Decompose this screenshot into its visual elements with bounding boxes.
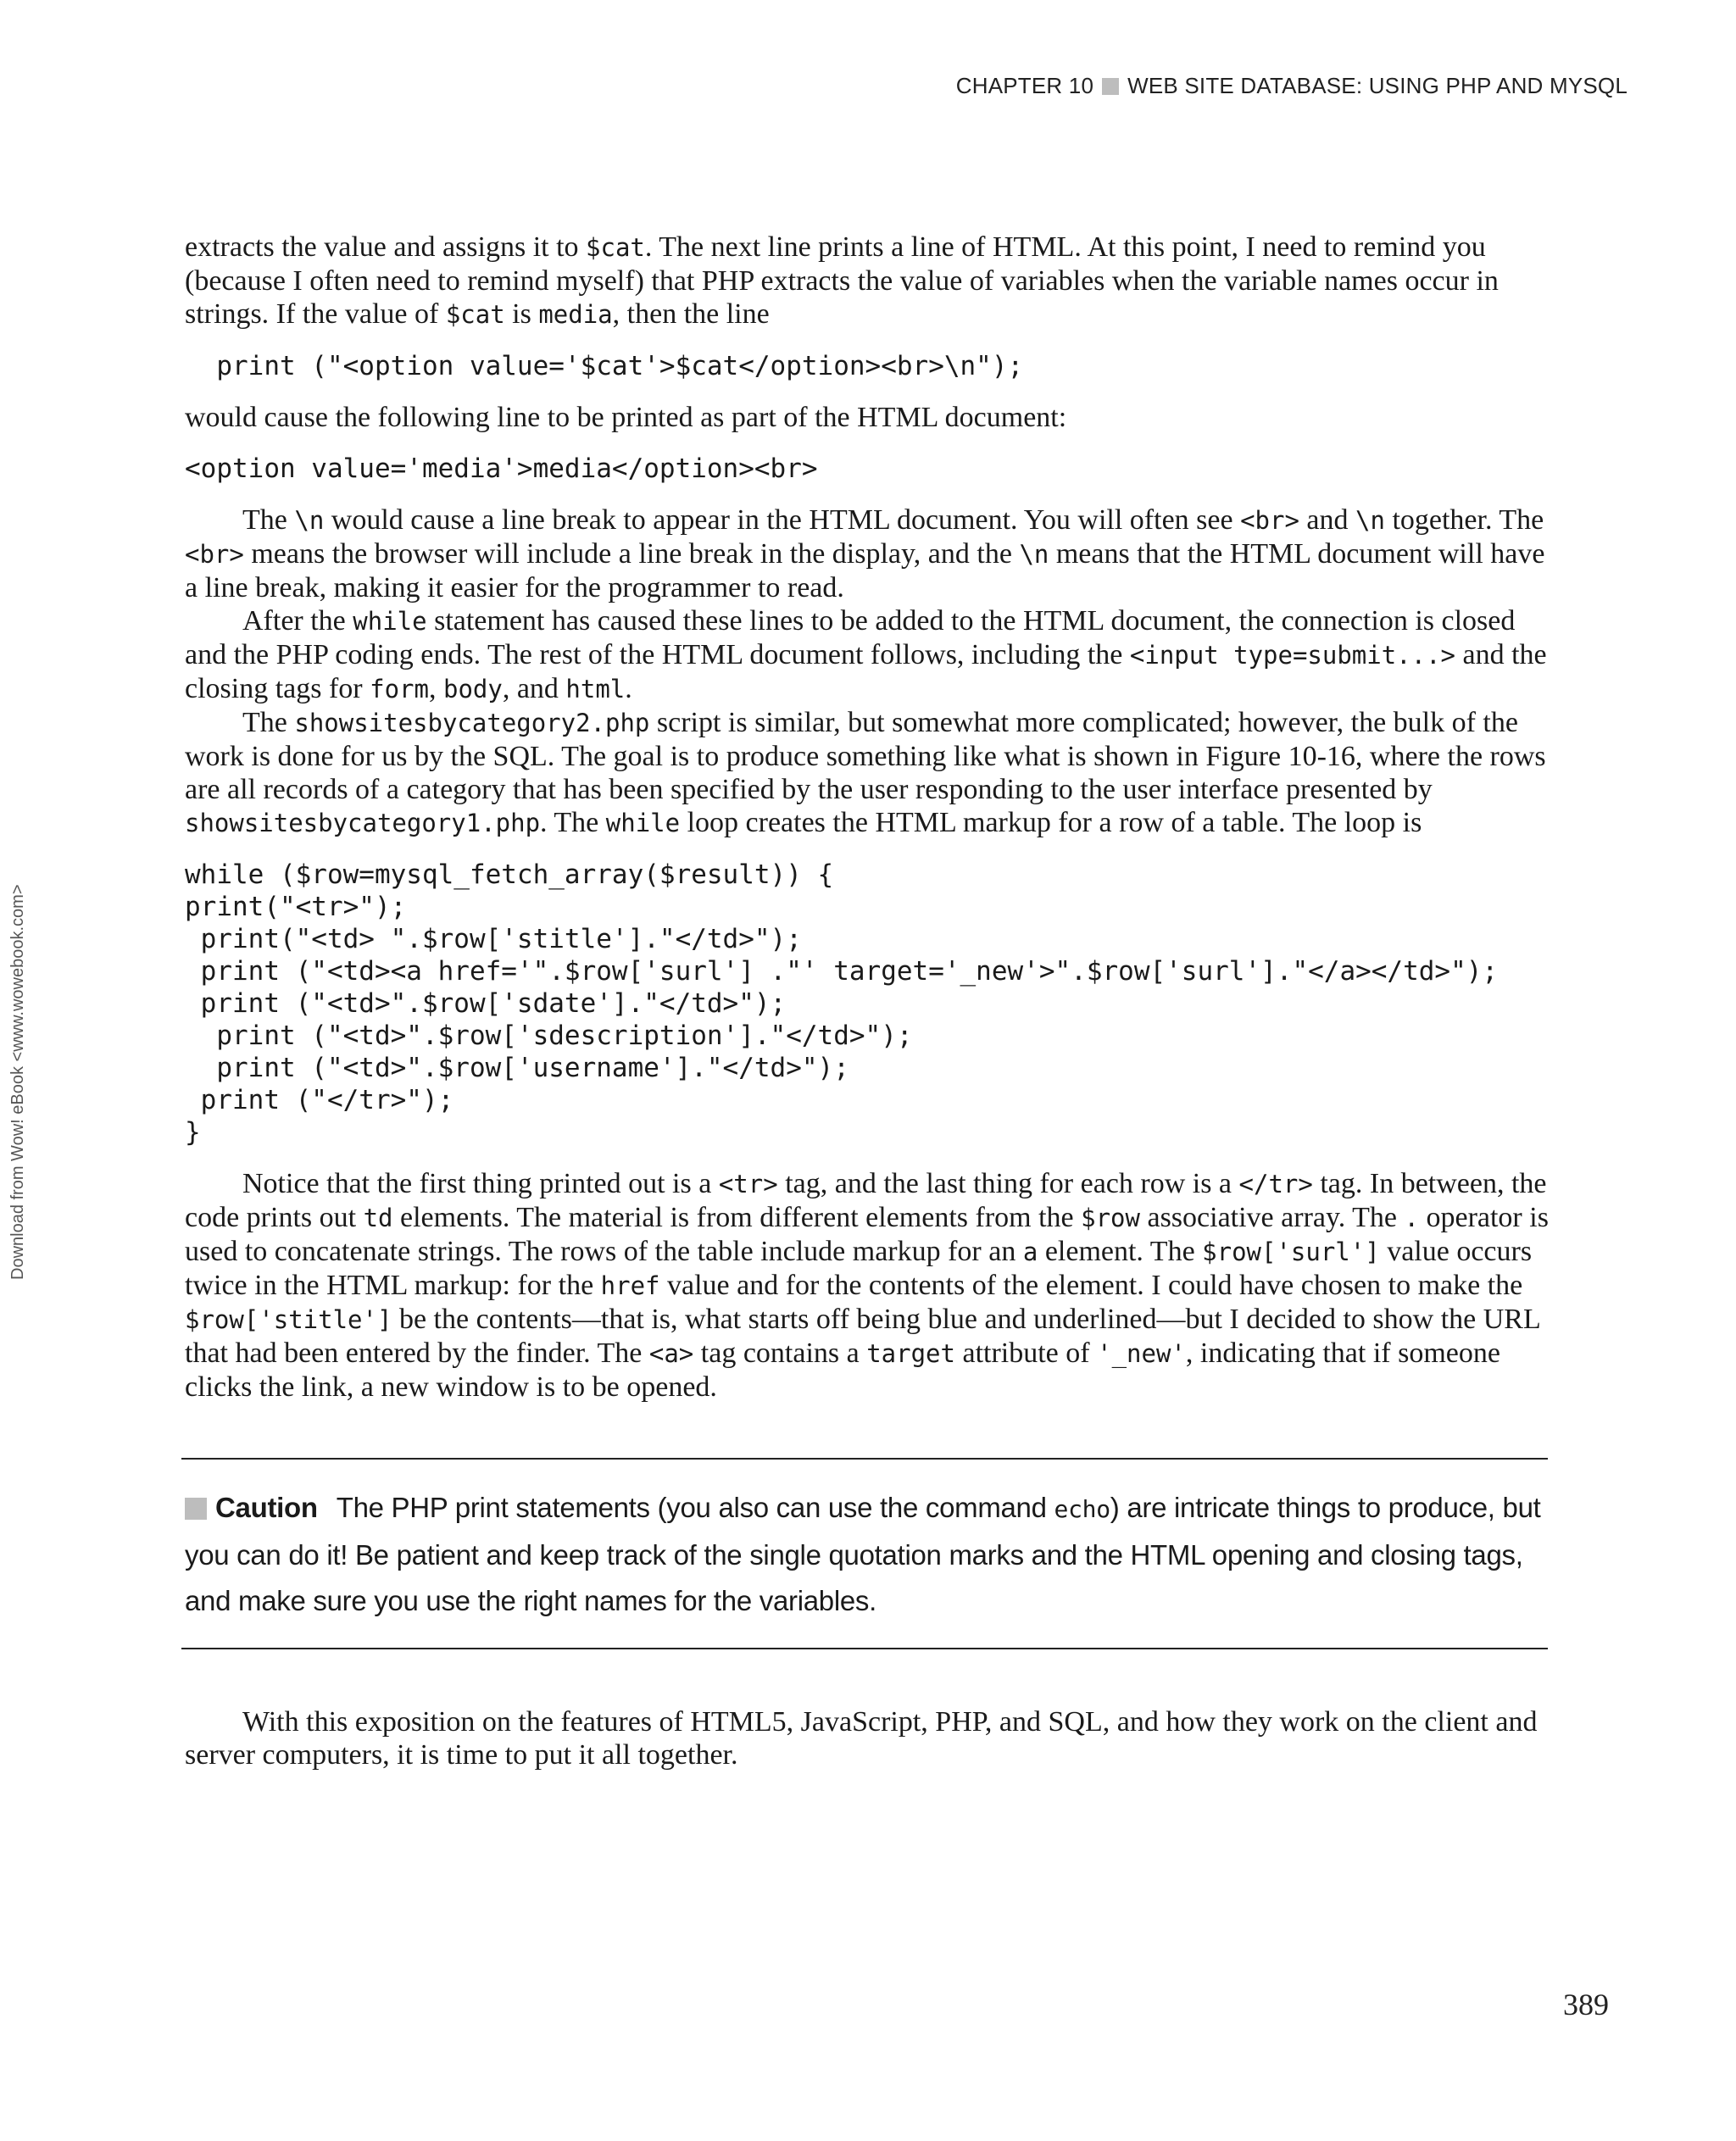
paragraph: The showsitesbycategory2.php script is similar, but somewhat more complicated; however, the bulk of the work is done for us by the SQL. The goal is to produce something like what is shown in Figure 10-16, where the rows are all records of a category that has been specified by the user responding to the user interface presented by showsitesbycategory1.php. The while loop creates the HTML markup for a row of a table. The loop is <box>185 707 1546 838</box>
chapter-title: WEB SITE DATABASE: USING PHP AND MYSQL <box>1127 73 1628 98</box>
page-body <box>185 231 1551 1771</box>
code-line-print-option: print ("<option value='$cat'>$cat</option><br>\n"); <box>185 351 1024 381</box>
paragraph: With this exposition on the features of HTML5, JavaScript, PHP, and SQL, and how they work on the client and server computers, it is time to put it all together. <box>185 1706 1538 1771</box>
caution-note: Caution The PHP print statements (you also can use the command echo) are intricate things to produce, but you can do it! Be patient and keep track of the single quotation marks and the HTML opening and closing tags, and make sure you use the right names for the variables. <box>185 1492 1541 1616</box>
paragraph: extracts the value and assigns it to $cat. The next line prints a line of HTML. At this point, I need to remind you (because I often need to remind myself) that PHP extracts the value of variables when the variable names occur in strings. If the value of $cat is media, then the line <box>185 231 1499 330</box>
chapter-label: CHAPTER 10 <box>955 73 1094 98</box>
page-number: 389 <box>1563 1988 1609 2021</box>
code-block-while-loop: while ($row=mysql_fetch_array($result)) { print("<tr>"); print("<td> ".$row['stitle']."</td>"); print ("<td><a href='".$row['surl'] ."' target='_new'>".$row['surl']."</a></td>"); print ("<td>".$row['sdate']."</td>"); print ("<td>".$row['sdescription']."</td>"); print ("<td>".$row['username']."</td>"); print ("</tr>"); } <box>185 859 1499 1148</box>
square-bullet-icon <box>1102 78 1119 95</box>
caution-label: Caution <box>215 1492 318 1523</box>
code-line-option-output: <option value='media'>media</option><br> <box>185 453 818 484</box>
paragraph: would cause the following line to be printed as part of the HTML document: <box>185 402 1067 433</box>
square-bullet-icon <box>185 1498 207 1520</box>
paragraph: After the while statement has caused these lines to be added to the HTML document, the connection is closed and the PHP coding ends. The rest of the HTML document follows, including the <input type=submit...> and the closing tags for form, body, and html. <box>185 605 1547 704</box>
paragraph: Notice that the first thing printed out is a <tr> tag, and the last thing for each row is a </tr> tag. In between, the code prints out td elements. The material is from different elements from the $row associative array. The . operator is used to concatenate strings. The rows of the table include markup for an a element. The $row['surl'] value occurs twice in the HTML markup: for the href value and for the contents of the element. I could have chosen to make the $row['stitle'] be the contents—that is, what starts off being blue and underlined—but I decided to show the URL that had been entered by the finder. The <a> tag contains a target attribute of '_new', indicating that if someone clicks the link, a new window is to be opened. <box>185 1168 1549 1403</box>
paragraph: The \n would cause a line break to appear in the HTML document. You will often see <br> and \n together. The <br> means the browser will include a line break in the display, and the \n means that the HTML document will have a line break, making it easier for the programmer to read. <box>185 504 1545 603</box>
running-head <box>956 73 1628 99</box>
download-watermark: Download from Wow! eBook <www.wowebook.com> <box>8 884 27 1280</box>
